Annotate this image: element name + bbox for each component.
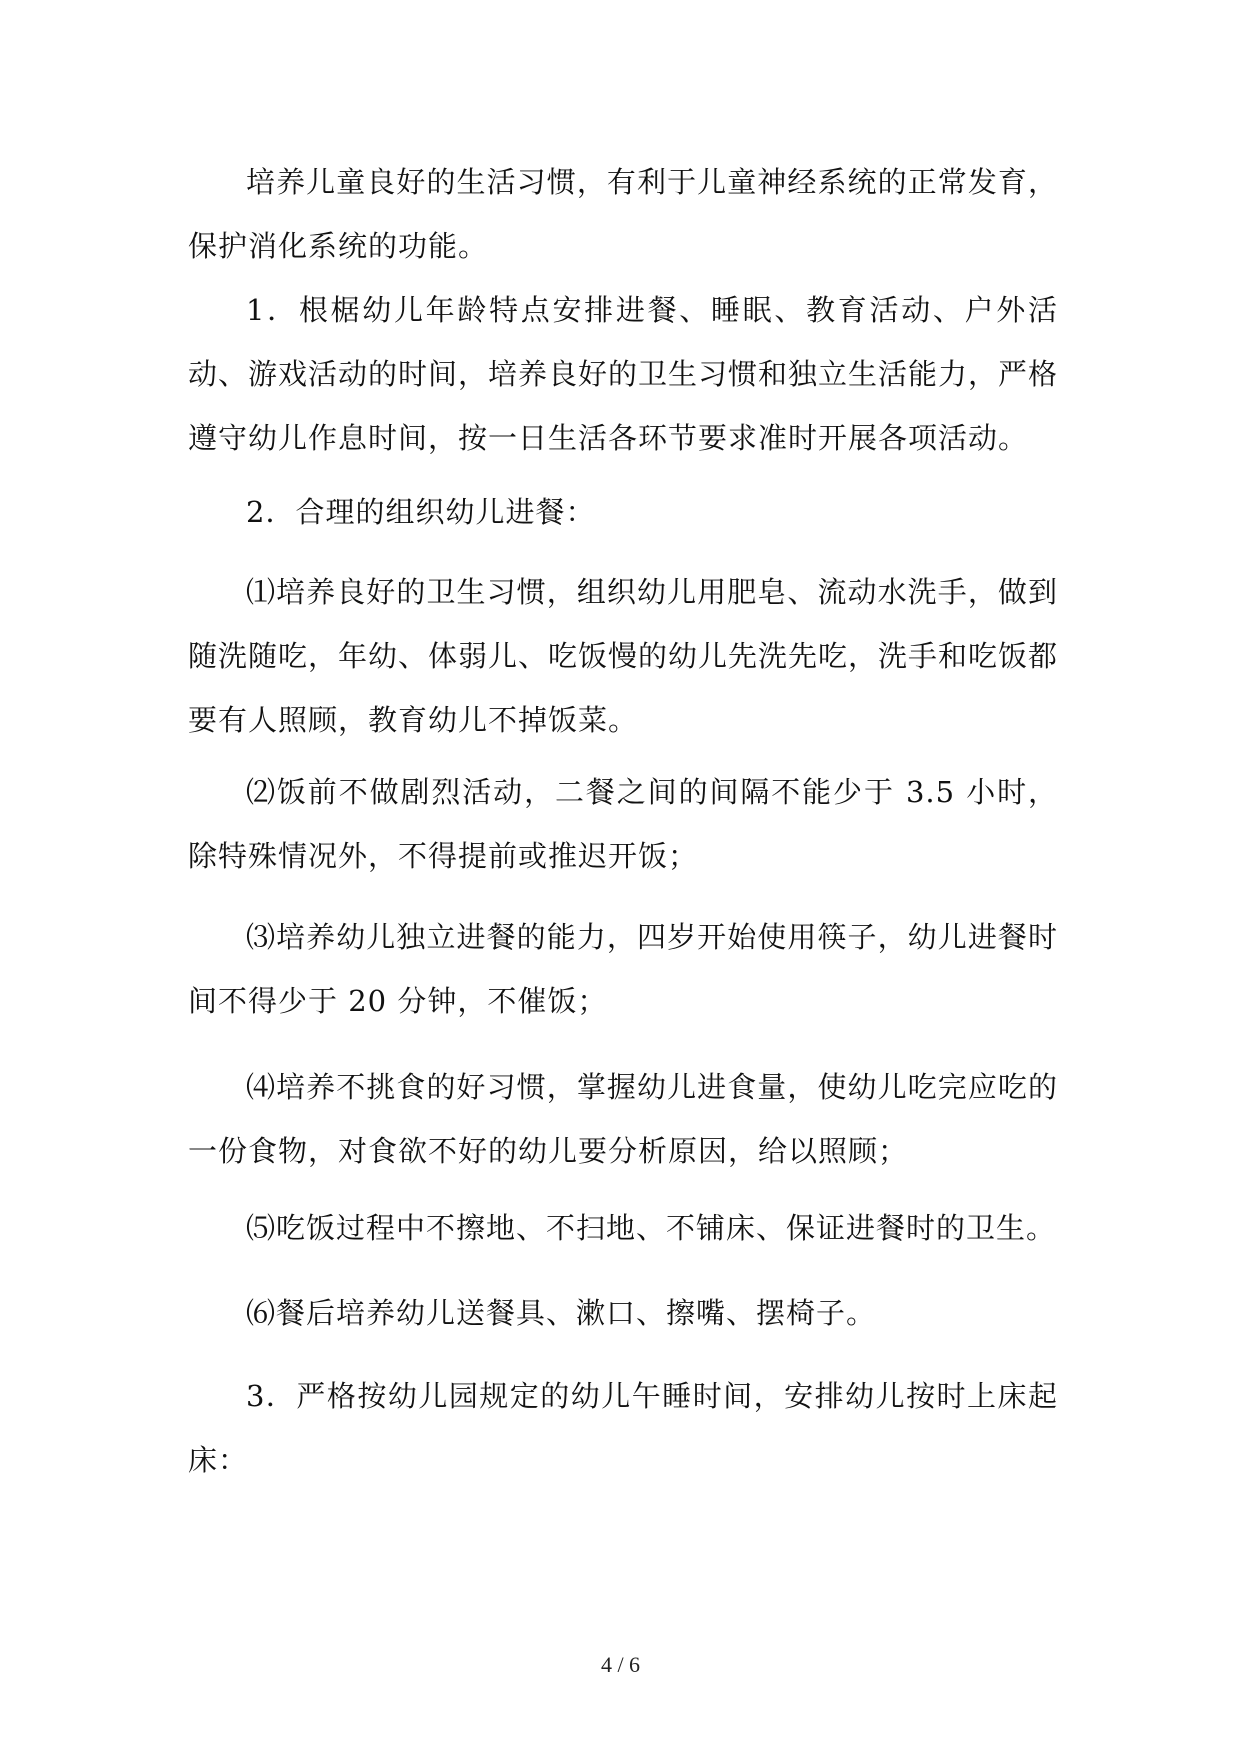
paragraph-sub-3: ⑶培养幼儿独立进餐的能力，四岁开始使用筷子，幼儿进餐时间不得少于 20 分钟，不催饭； (188, 920, 1058, 1018)
paragraph-sub-1: ⑴培养良好的卫生习惯，组织幼儿用肥皂、流动水洗手，做到随洗随吃，年幼、体弱儿、吃饭慢的幼儿先洗先吃，洗手和吃饭都要有人照顾，教育幼儿不掉饭菜。 (188, 575, 1059, 737)
paragraph-item-1: 1．根椐幼儿年龄特点安排进餐、睡眠、教育活动、户外活动、游戏活动的时间，培养良好的卫生习惯和独立生活能力，严格遵守幼儿作息时间，按一日生活各环节要求准时开展各项活动。 (188, 293, 1059, 455)
paragraph-sub-6: ⑹餐后培养幼儿送餐具、漱口、擦嘴、摆椅子。 (246, 1296, 877, 1330)
paragraph-sub-5: ⑸吃饭过程中不擦地、不扫地、不铺床、保证进餐时的卫生。 (246, 1211, 1057, 1245)
paragraph-sub-4: ⑷培养不挑食的好习惯，掌握幼儿进食量，使幼儿吃完应吃的一份食物，对食欲不好的幼儿要分析原因，给以照顾； (188, 1070, 1058, 1168)
paragraph-sub-2: ⑵饭前不做剧烈活动，二餐之间的间隔不能少于 3.5 小时，除特殊情况外，不得提前或推迟开饭； (188, 775, 1058, 873)
page-number: 4 / 6 (600, 1652, 641, 1677)
paragraph-item-3: 3．严格按幼儿园规定的幼儿午睡时间，安排幼儿按时上床起床： (188, 1379, 1058, 1477)
paragraph-item-2: 2．合理的组织幼儿进餐： (246, 495, 596, 529)
paragraph-intro: 培养儿童良好的生活习惯，有利于儿童神经系统的正常发育，保护消化系统的功能。 (188, 165, 1058, 263)
